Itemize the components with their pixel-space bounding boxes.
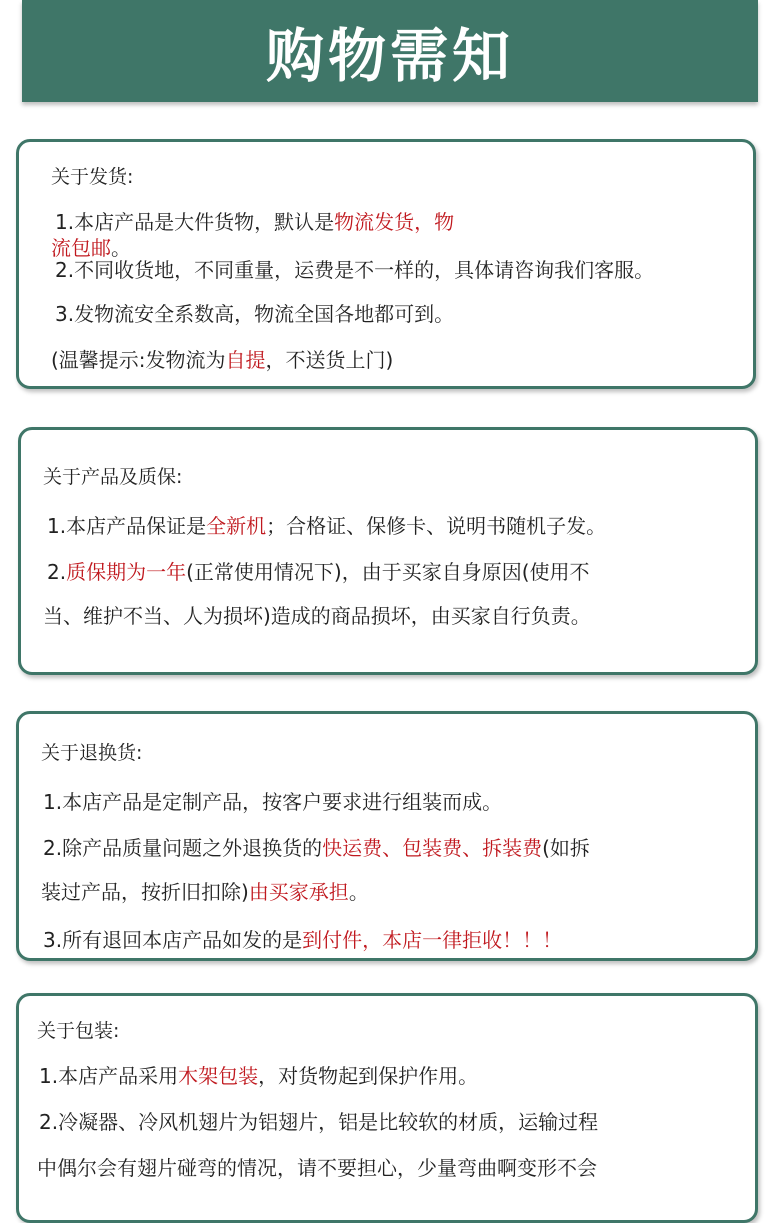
- shipping-title: 关于发货:: [51, 166, 134, 188]
- shipping-line-1-cont: 流包邮。: [51, 236, 131, 260]
- shipping-card: [16, 139, 756, 389]
- quality-line-3: 当、维护不当、人为损坏)造成的商品损坏，由买家自行负责。: [43, 604, 591, 628]
- returns-title: 关于退换货:: [41, 742, 143, 764]
- packaging-card: [16, 993, 758, 1223]
- packaging-line-3: 中偶尔会有翅片碰弯的情况，请不要担心，少量弯曲啊变形不会: [37, 1156, 597, 1180]
- returns-line-1: 1.本店产品是定制产品，按客户要求进行组装而成。: [43, 790, 503, 814]
- shipping-tip: (温馨提示:发物流为自提，不送货上门): [51, 348, 394, 372]
- quality-line-1: 1.本店产品保证是全新机；合格证、保修卡、说明书随机子发。: [47, 514, 607, 538]
- shipping-line-3: 3.发物流安全系数高，物流全国各地都可到。: [55, 302, 455, 326]
- quality-line-2: 2.质保期为一年(正常使用情况下)，由于买家自身原因(使用不: [47, 560, 590, 584]
- returns-line-4: 3.所有退回本店产品如发的是到付件，本店一律拒收！！！: [43, 928, 563, 952]
- packaging-title: 关于包装:: [37, 1020, 120, 1042]
- page-header: [22, 0, 758, 102]
- page-title: 购物需知: [265, 22, 514, 90]
- returns-line-3: 装过产品，按折旧扣除)由买家承担。: [41, 880, 369, 904]
- quality-card: [18, 427, 758, 675]
- returns-line-2: 2.除产品质量问题之外退换货的快运费、包装费、拆装费(如拆: [43, 836, 590, 860]
- returns-card: [16, 711, 758, 961]
- shipping-line-2: 2.不同收货地，不同重量，运费是不一样的，具体请咨询我们客服。: [55, 258, 655, 282]
- quality-title: 关于产品及质保:: [43, 466, 183, 488]
- packaging-line-1: 1.本店产品采用木架包装，对货物起到保护作用。: [39, 1064, 479, 1088]
- shipping-line-1: 1.本店产品是大件货物，默认是物流发货，物: [55, 210, 455, 234]
- packaging-line-2: 2.冷凝器、冷风机翅片为铝翅片，铝是比较软的材质，运输过程: [39, 1110, 599, 1134]
